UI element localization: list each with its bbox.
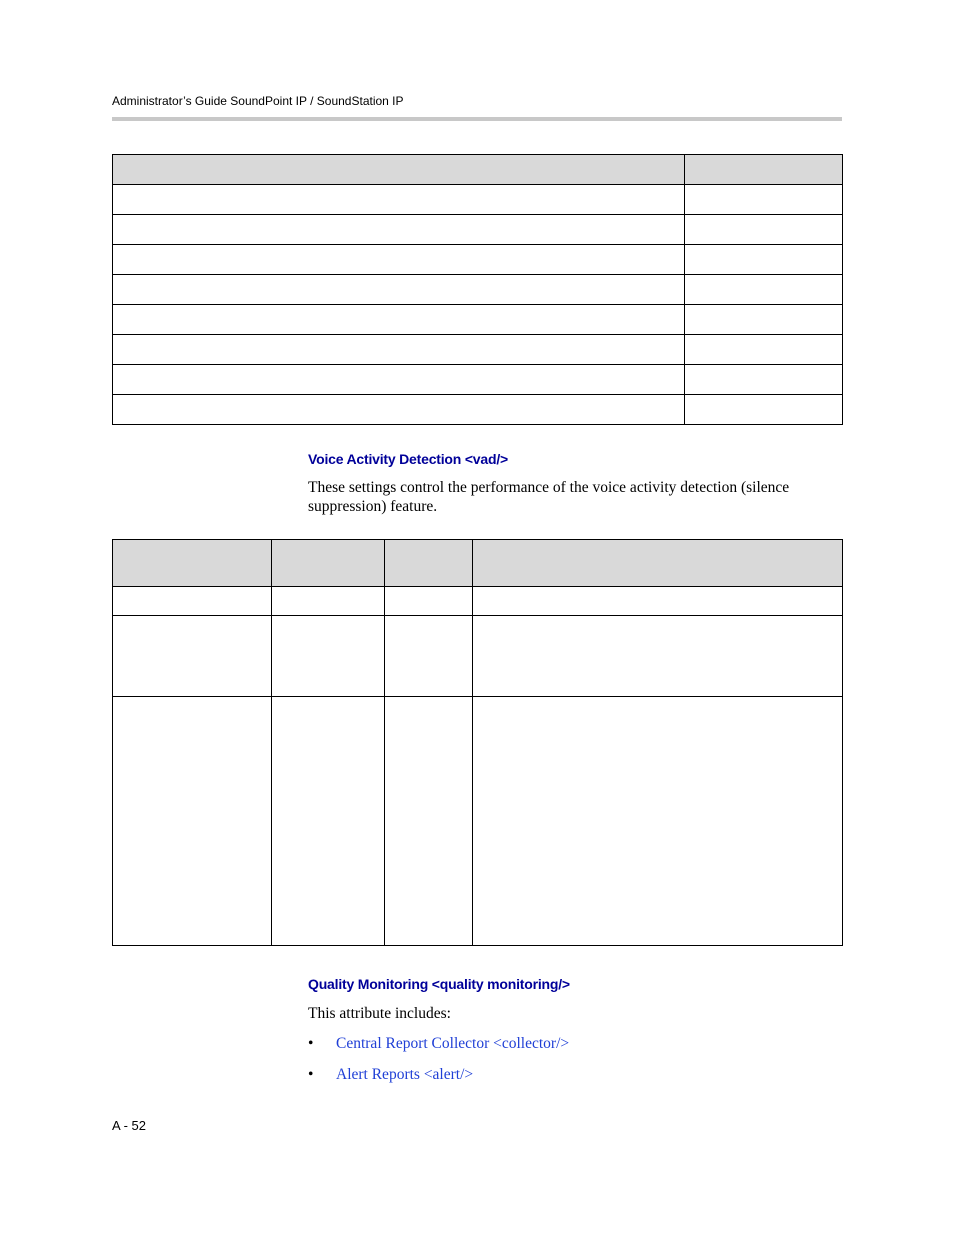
table-row — [113, 395, 843, 425]
list-item — [308, 1066, 473, 1084]
table-cell — [113, 697, 272, 946]
table-cell — [113, 245, 685, 275]
table-row — [113, 335, 843, 365]
table-cell — [113, 215, 685, 245]
table-cell — [685, 215, 843, 245]
table-row — [113, 365, 843, 395]
table-cell — [685, 185, 843, 215]
table-cell — [473, 616, 843, 697]
list-item — [308, 1035, 569, 1053]
table-cell — [473, 697, 843, 946]
table-header-cell — [113, 155, 685, 185]
table-cell — [113, 275, 685, 305]
table-cell — [385, 616, 473, 697]
table-row — [113, 275, 843, 305]
section-heading-quality: Quality Monitoring <quality monitoring/> — [308, 976, 570, 992]
table-row — [113, 587, 843, 616]
running-header: Administrator’s Guide SoundPoint IP / SoundStation IP — [112, 94, 404, 108]
table-cell — [685, 305, 843, 335]
table-cell — [685, 365, 843, 395]
table-cell — [385, 697, 473, 946]
table-row — [113, 697, 843, 946]
table-cell — [113, 365, 685, 395]
table-header-row — [113, 155, 843, 185]
table-header-cell — [685, 155, 843, 185]
table-cell — [113, 185, 685, 215]
link-central-report-collector[interactable]: Central Report Collector <collector/> — [336, 1035, 570, 1052]
table-cell — [685, 245, 843, 275]
table-cell — [685, 275, 843, 305]
table-cell — [272, 697, 385, 946]
link-alert-reports[interactable]: Alert Reports <alert/> — [336, 1066, 474, 1083]
table-header-cell — [473, 540, 843, 587]
table-cell — [113, 395, 685, 425]
table-row — [113, 305, 843, 335]
table-cell — [113, 616, 272, 697]
section-body-vad: These settings control the performance of the voice activity detection (silence suppression) feature. — [308, 479, 790, 515]
page-number: A - 52 — [112, 1118, 146, 1133]
table-cell — [685, 395, 843, 425]
table-2 — [112, 539, 843, 946]
table-cell — [272, 616, 385, 697]
table-cell — [113, 335, 685, 365]
table-header-row — [113, 540, 843, 587]
table-header-cell — [385, 540, 473, 587]
table-cell — [272, 587, 385, 616]
table-cell — [473, 587, 843, 616]
table-cell — [385, 587, 473, 616]
table-cell — [113, 587, 272, 616]
section-intro-quality: This attribute includes: — [308, 1005, 451, 1022]
table-cell — [113, 305, 685, 335]
section-heading-vad: Voice Activity Detection <vad/> — [308, 451, 508, 467]
table-row — [113, 185, 843, 215]
table-row — [113, 616, 843, 697]
bullet-icon: • — [308, 1066, 314, 1083]
table-row — [113, 215, 843, 245]
table-row — [113, 245, 843, 275]
table-header-cell — [113, 540, 272, 587]
header-rule — [112, 117, 842, 121]
table-header-cell — [272, 540, 385, 587]
table-1 — [112, 154, 843, 425]
bullet-icon: • — [308, 1035, 314, 1052]
table-cell — [685, 335, 843, 365]
